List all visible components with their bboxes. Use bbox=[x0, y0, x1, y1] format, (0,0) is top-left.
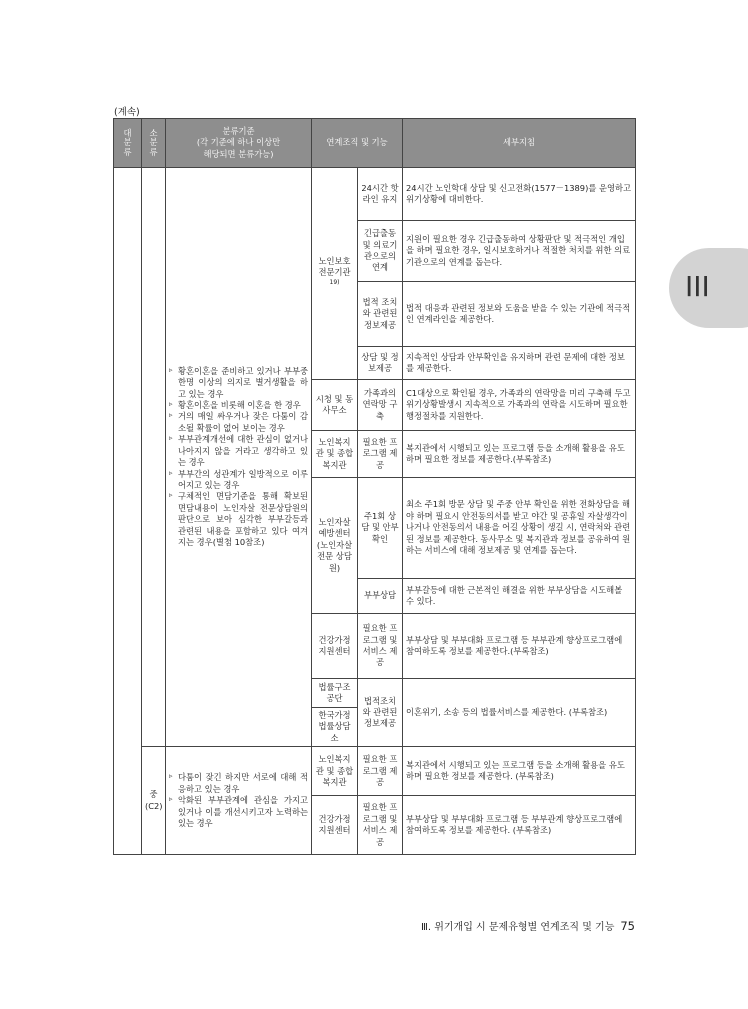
table-row bbox=[114, 168, 636, 221]
minor-cell-c2 bbox=[142, 747, 166, 855]
org-cell: 노인보호전문기관$^{19)}$ bbox=[312, 168, 358, 380]
func-cell: 긴급출동 및 의료기관으로의 연계 bbox=[358, 221, 403, 282]
header-org: 연계조직 및 기능 bbox=[312, 119, 403, 168]
guide-cell: 지속적인 상담과 안부확인을 유지하며 관련 문제에 대한 정보를 제공한다. bbox=[403, 347, 636, 380]
header-criteria bbox=[166, 119, 312, 168]
guide-cell: 복지관에서 시행되고 있는 프로그램 등을 소개해 활용을 유도하며 필요한 정보를 제공한다. (부록참조) bbox=[403, 747, 636, 796]
func-cell: 법적 조치와 관련된 정보제공 bbox=[358, 282, 403, 347]
minor-cell bbox=[142, 168, 166, 747]
guide-cell: 법적 대응과 관련된 정보와 도움을 받을 수 있는 기관에 적극적인 연계라인을 제공한다. bbox=[403, 282, 636, 347]
org-cell: 건강가정지원센터 bbox=[312, 796, 358, 855]
func-cell: 부부상담 bbox=[358, 579, 403, 614]
guide-cell: 지원이 필요한 경우 긴급출동하여 상황판단 및 적극적인 개입을 하며 필요한 경우, 일시보호하거나 적절한 처치를 위한 의료기관으로의 연계를 돕는다. bbox=[403, 221, 636, 282]
func-cell: 24시간 핫라인 유지 bbox=[358, 168, 403, 221]
guide-cell: 복지관에서 시행되고 있는 프로그램 등을 소개해 활용을 유도하며 필요한 정보를 제공한다.(부록참조) bbox=[403, 431, 636, 478]
org-cell: 노인자살예방센터 (노인자살 전문 상담원) bbox=[312, 478, 358, 614]
chapter-side-tab bbox=[669, 248, 748, 328]
criteria-item: ▹ 황혼이혼을 준비하고 있거나 부부중 한명 이상의 의지로 별거생활을 하고 있는 경우 bbox=[169, 366, 308, 400]
func-cell: 법적조치와 관련된 정보제공 bbox=[358, 679, 403, 747]
criteria-item: ▹ 부부간의 성관계가 일방적으로 이루어지고 있는 경우 bbox=[169, 469, 308, 492]
header-guide: 세부지침 bbox=[403, 119, 636, 168]
criteria-item: ▹ 황혼이혼을 비롯해 이혼을 한 경우 bbox=[169, 400, 308, 411]
chapter-numeral: III bbox=[685, 270, 710, 303]
criteria-cell bbox=[166, 168, 312, 747]
org-cell: 한국가정법률상담소 bbox=[312, 708, 358, 747]
continued-label: (계속) bbox=[114, 107, 140, 118]
guide-cell: 이혼위기, 소송 등의 법률서비스를 제공한다. (부록참조) bbox=[403, 679, 636, 747]
func-cell: 가족과의 연락망 구축 bbox=[358, 380, 403, 431]
func-cell: 필요한 프로그램 제공 bbox=[358, 747, 403, 796]
criteria-item: ▹ 악화된 부부관계에 관심을 가지고 있거나 이를 개선시키고자 노력하는 있는 경우 bbox=[169, 795, 308, 829]
header-criteria-text: 분류기준 (각 기준에 하나 이상만 해당되면 분류가능) bbox=[196, 125, 281, 159]
criteria-cell-c2 bbox=[166, 747, 312, 855]
major-cell bbox=[114, 168, 142, 855]
func-cell: 상담 및 정보제공 bbox=[358, 347, 403, 380]
header-major bbox=[114, 119, 142, 168]
org-cell: 시청 및 동사무소 bbox=[312, 380, 358, 431]
criteria-list-c2 bbox=[169, 772, 308, 829]
header-major-text: 대 분 류 bbox=[123, 128, 132, 157]
page-number: 75 bbox=[620, 919, 635, 933]
footer-chapter-title: Ⅲ. 위기개입 시 문제유형별 연계조직 및 기능 bbox=[420, 922, 615, 933]
criteria-item: ▹ 다툼이 잦긴 하지만 서로에 대해 적응하고 있는 경우 bbox=[169, 772, 308, 795]
table-row bbox=[114, 747, 636, 796]
criteria-item: ▹ 구체적인 면담기준을 통해 확보된 면담내용이 노인자살 전문상담원의 판단으로 보아 심각한 부부갈등과 관련된 내용을 포함하고 있다 여겨지는 경우(별첨 10참조) bbox=[169, 491, 308, 548]
criteria-item: ▹ 거의 매일 싸우거나 잦은 다툼이 감소될 확률이 없어 보이는 경우 bbox=[169, 411, 308, 434]
func-cell: 필요한 프로그램 제공 bbox=[358, 431, 403, 478]
guide-cell: 부부상담 및 부부대화 프로그램 등 부부관계 향상프로그램에 참여하도록 정보를 제공한다. (부록참조) bbox=[403, 796, 636, 855]
criteria-list bbox=[169, 366, 308, 549]
table-header-row bbox=[114, 119, 636, 168]
minor-label-c2: 중 (C2) bbox=[145, 789, 163, 811]
header-minor-text: 소 분 류 bbox=[149, 128, 158, 157]
func-cell: 주1회 상담 및 안부확인 bbox=[358, 478, 403, 579]
guide-cell: 부부갈등에 대한 근본적인 해결을 위한 부부상담을 시도해볼 수 있다. bbox=[403, 579, 636, 614]
org-cell: 법률구조공단 bbox=[312, 679, 358, 708]
criteria-item: ▹ 부부관계개선에 대한 관심이 없거나 나아지지 않을 거라고 생각하고 있는 경우 bbox=[169, 434, 308, 468]
func-cell: 필요한 프로그램 및 서비스 제공 bbox=[358, 796, 403, 855]
referral-table bbox=[113, 118, 636, 855]
guide-cell: 최소 주1회 방문 상담 및 주중 안부 확인을 위한 전화상담을 해야 하며 필요시 안전동의서를 받고 야간 및 공휴일 자살생각이 나거나 안전동의서 내용을 어길 상황이 생길 시, 연락처와 관련된 정보를 제공한다. 동사무소 및 복지관과 정보를 공유하여 원하는 서비스에 대해 정보제공 및 연계를 돕는다. bbox=[403, 478, 636, 579]
guide-cell: 24시간 노인학대 상담 및 신고전화(1577－1389)를 운영하고 위기상황에 대비한다. bbox=[403, 168, 636, 221]
org-cell: 노인복지관 및 종합복지관 bbox=[312, 747, 358, 796]
header-minor bbox=[142, 119, 166, 168]
func-cell: 필요한 프로그램 및 서비스 제공 bbox=[358, 614, 403, 679]
guide-cell: C1대상으로 확인될 경우, 가족과의 연락망을 미리 구축해 두고 위기상황발생시 지속적으로 가족과의 연락을 시도하며 필요한 행정절차를 지원한다. bbox=[403, 380, 636, 431]
org-cell: 노인복지관 및 종합복지관 bbox=[312, 431, 358, 478]
org-cell: 건강가정지원센터 bbox=[312, 614, 358, 679]
page-footer bbox=[421, 918, 635, 933]
guide-cell: 부부상담 및 부부대화 프로그램 등 부부관계 향상프로그램에 참여하도록 정보를 제공한다.(부록참조) bbox=[403, 614, 636, 679]
